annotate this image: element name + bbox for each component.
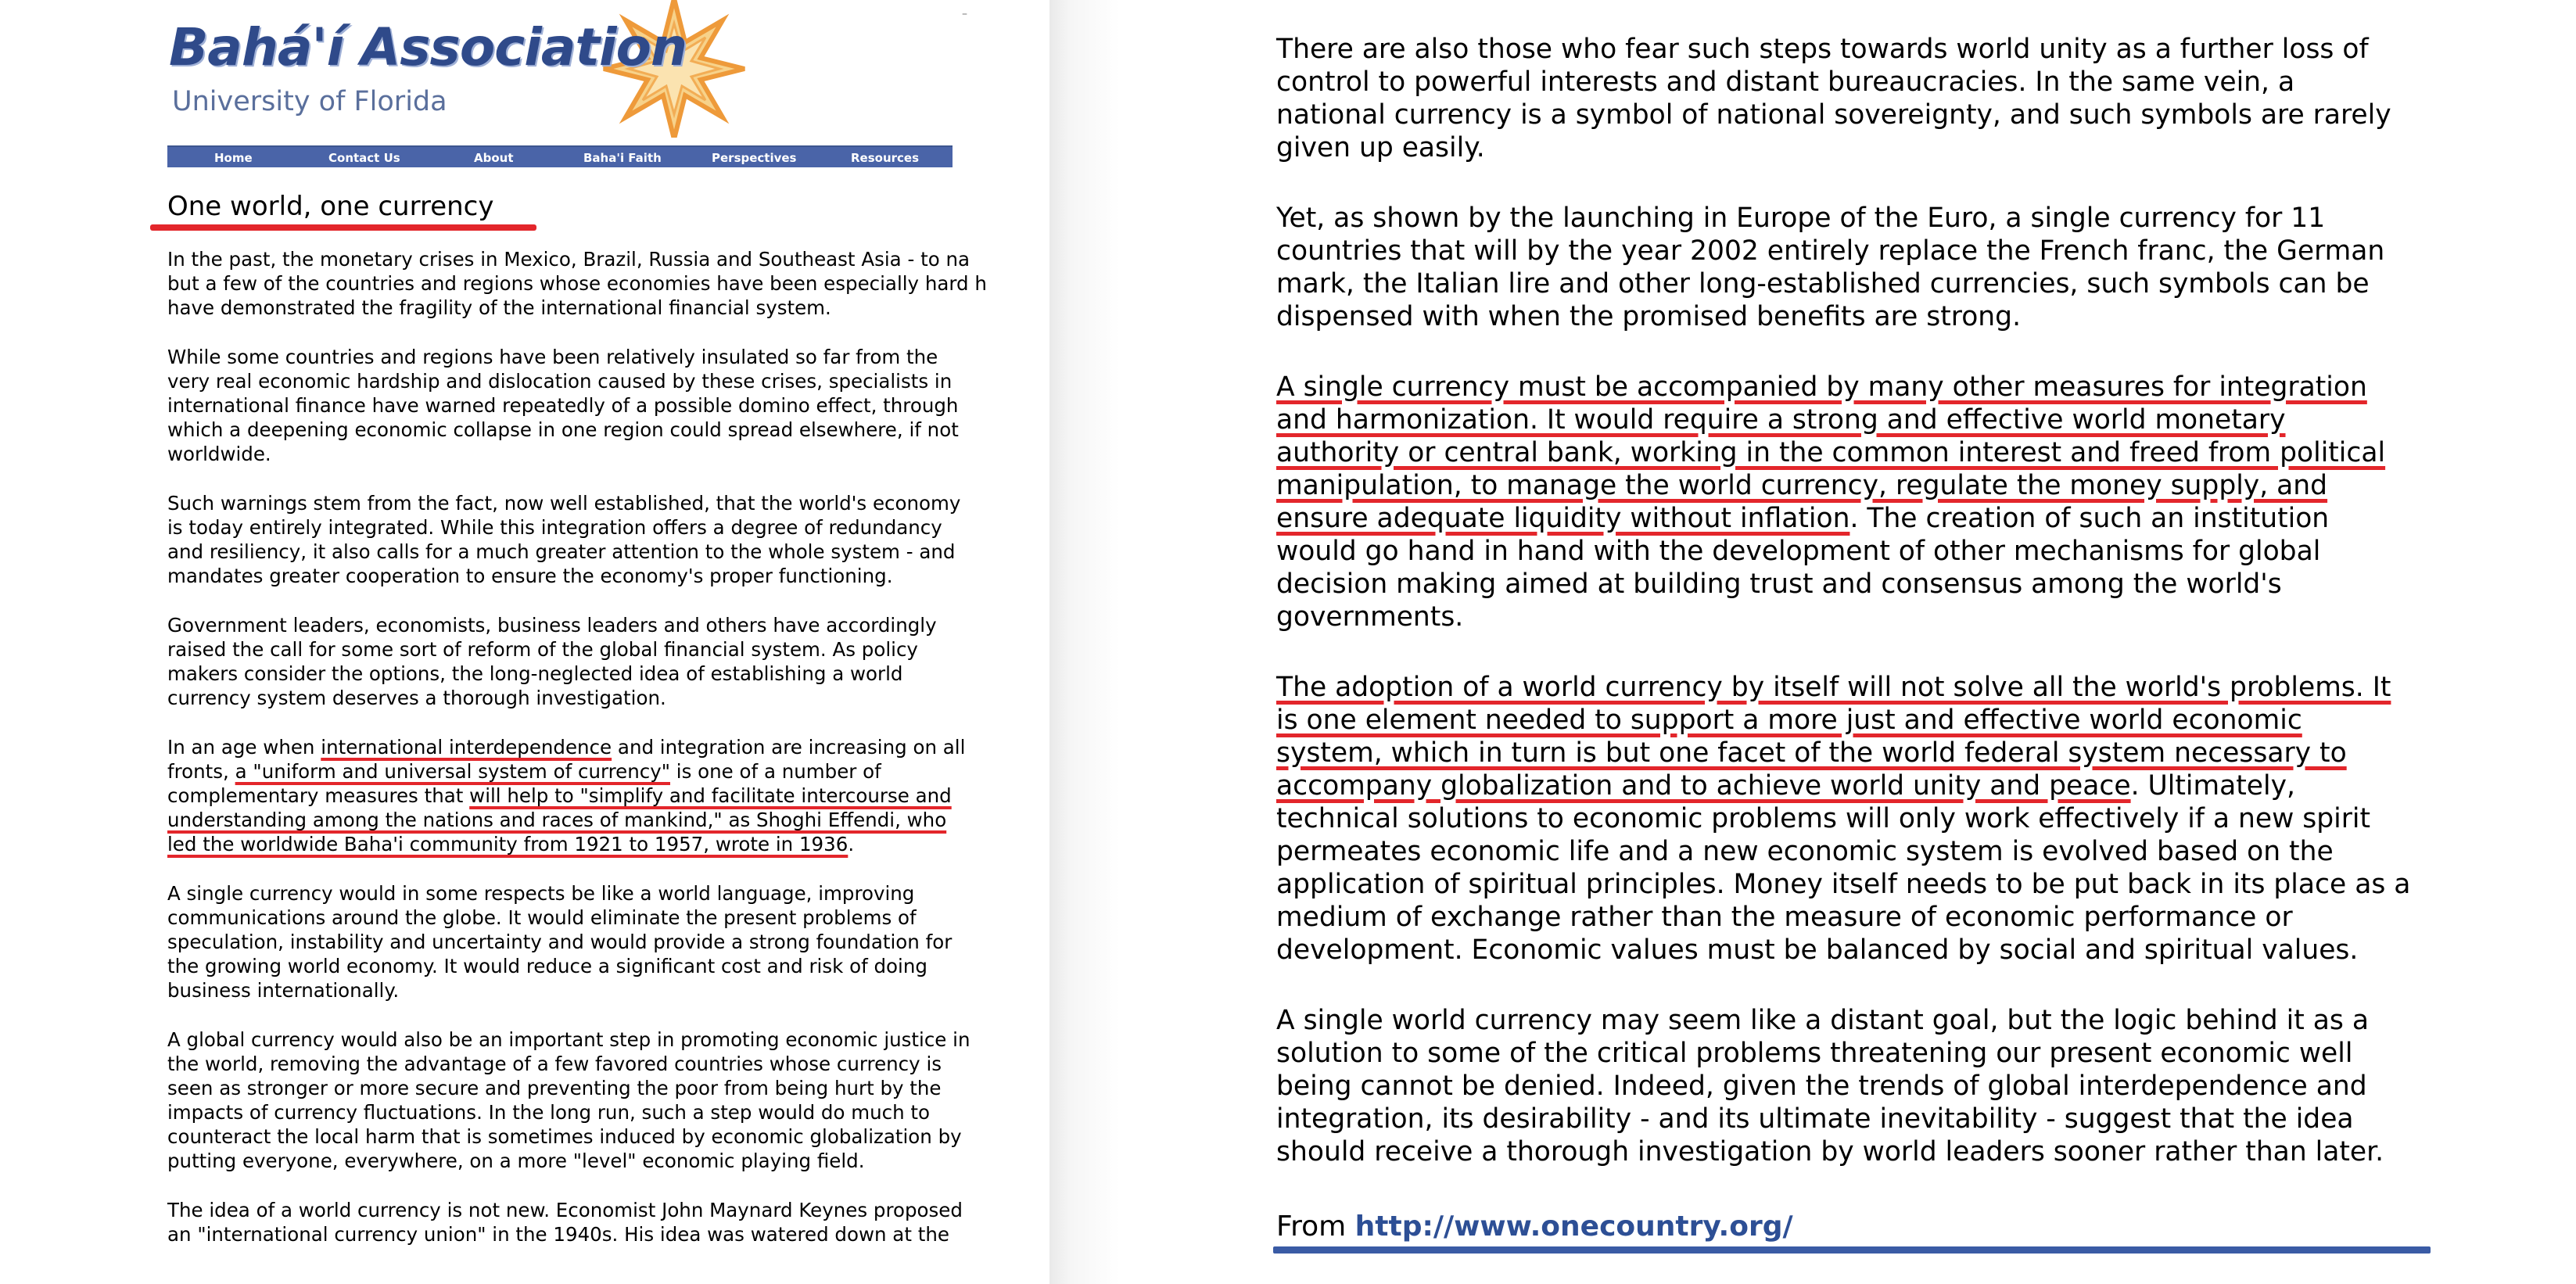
highlighted-text: a "uniform and universal system of currency" <box>235 760 671 783</box>
text-line: Yet, as shown by the launching in Europe of the Euro, a single currency for 11 <box>1276 203 2326 234</box>
right-page <box>1120 0 2576 1284</box>
text-line: business internationally. <box>167 979 400 1002</box>
text-line: have demonstrated the fragility of the international financial system. <box>167 296 831 319</box>
highlighted-text: accompany globalization and to achieve world unity and peace <box>1276 770 2131 802</box>
text-line: governments. <box>1276 601 1464 633</box>
text-line: very real economic hardship and dislocation caused by these crises, specialists in <box>167 370 953 393</box>
paragraph <box>1276 1004 2559 1168</box>
text-line: technical solutions to economic problems will only work effectively if a new spirit <box>1276 803 2371 834</box>
text-line: The idea of a world currency is not new. Economist John Maynard Keynes proposed <box>167 1199 963 1221</box>
text-segment: and integration are increasing on all <box>612 736 966 759</box>
paragraph <box>1276 33 2559 164</box>
text-line <box>167 759 1040 784</box>
text-line: the world, removing the advantage of a few favored countries whose currency is <box>167 1053 942 1075</box>
nav-home[interactable]: Home <box>214 151 253 165</box>
text-line: putting everyone, everywhere, on a more "level" economic playing field. <box>167 1150 865 1172</box>
source-line <box>1276 1210 1793 1243</box>
right-article-body <box>1276 33 2559 1206</box>
text-line: mark, the Italian lire and other long-established currencies, such symbols can be <box>1276 268 2370 299</box>
text-line: raised the call for some sort of reform of the global financial system. As policy <box>167 638 918 661</box>
text-line: mandates greater cooperation to ensure the economy's proper functioning. <box>167 565 893 587</box>
highlighted-text: manipulation, to manage the world currency, regulate the money supply, and <box>1276 470 2328 501</box>
text-line <box>167 784 1040 808</box>
text-line: There are also those who fear such steps towards world unity as a further loss of <box>1276 34 2369 65</box>
text-line: While some countries and regions have been relatively insulated so far from the <box>167 346 938 368</box>
highlighted-text: The adoption of a world currency by itself will not solve all the world's problems. It <box>1276 672 2391 703</box>
text-line: would go hand in hand with the development of other mechanisms for global <box>1276 536 2321 567</box>
text-line: currency system deserves a thorough investigation. <box>167 687 666 709</box>
text-line: given up easily. <box>1276 132 1485 163</box>
source-link[interactable]: http://www.onecountry.org/ <box>1354 1210 1793 1243</box>
paragraph <box>1276 202 2559 333</box>
highlighted-text: A single currency must be accompanied by many other measures for integration <box>1276 371 2367 403</box>
nav-contact-us[interactable]: Contact Us <box>328 151 400 165</box>
text-line: A single currency would in some respects be like a world language, improving <box>167 882 915 905</box>
text-line: should receive a thorough investigation by world leaders sooner rather than later. <box>1276 1136 2384 1167</box>
left-page <box>0 0 1049 1284</box>
paragraph <box>167 247 1040 320</box>
highlighted-text: is one element needed to support a more just and effective world economic <box>1276 705 2302 736</box>
text-line: is today entirely integrated. While this integration offers a degree of redundancy <box>167 516 942 539</box>
highlighted-text: ensure adequate liquidity without inflation <box>1276 503 1850 534</box>
nav-perspectives[interactable]: Perspectives <box>712 151 797 165</box>
text-line: international finance have warned repeatedly of a possible domino effect, through <box>167 394 959 417</box>
paragraph <box>167 1198 1040 1246</box>
text-line: integration, its desirability - and its ultimate inevitability - suggest that the idea <box>1276 1103 2354 1135</box>
text-line: an "international currency union" in the 1940s. His idea was watered down at the <box>167 1223 949 1246</box>
text-segment: is one of a number of <box>670 760 881 783</box>
text-line: countries that will by the year 2002 entirely replace the French franc, the German <box>1276 235 2385 267</box>
text-line: A global currency would also be an important step in promoting economic justice in <box>167 1028 970 1051</box>
text-line: A single world currency may seem like a distant goal, but the logic behind it as a <box>1276 1005 2369 1036</box>
text-segment: . Ultimately, <box>2130 770 2295 802</box>
title-highlight-mark <box>150 224 536 231</box>
text-line: solution to some of the critical problems threatening our present economic well <box>1276 1038 2353 1069</box>
logo-subtitle: University of Florida <box>172 86 447 117</box>
text-line <box>167 832 1040 856</box>
text-line: worldwide. <box>167 443 271 465</box>
text-line: In the past, the monetary crises in Mexico, Brazil, Russia and Southeast Asia - to na <box>167 248 970 271</box>
text-line: makers consider the options, the long-neglected idea of establishing a world <box>167 662 903 685</box>
source-underline-mark <box>1273 1246 2431 1254</box>
highlighted-text: international interdependence <box>321 736 612 759</box>
text-line: medium of exchange rather than the measure of economic performance or <box>1276 902 2293 933</box>
logo-title: Bahá'í Association <box>169 17 687 77</box>
text-line <box>1276 502 2559 535</box>
page-gutter-shadow <box>1049 0 1120 1284</box>
text-line: seen as stronger or more secure and preventing the poor from being hurt by the <box>167 1077 942 1099</box>
text-line: which a deepening economic collapse in one region could spread elsewhere, if not <box>167 418 959 441</box>
paragraph <box>167 345 1040 466</box>
article-title: One world, one currency <box>167 191 494 222</box>
highlighted-text: authority or central bank, working in the common interest and freed from political <box>1276 437 2386 468</box>
site-logo[interactable] <box>167 0 687 141</box>
highlighted-text: led the worldwide Baha'i community from 1921 to 1957, wrote in 1936 <box>167 833 849 855</box>
text-line: speculation, instability and uncertainty and would provide a strong foundation for <box>167 931 953 953</box>
text-line: permeates economic life and a new economic system is evolved based on the <box>1276 836 2334 867</box>
text-line: being cannot be denied. Indeed, given the trends of global interdependence and <box>1276 1071 2367 1102</box>
paragraph <box>167 881 1040 1002</box>
text-line: national currency is a symbol of national sovereignty, and such symbols are rarely <box>1276 99 2391 131</box>
highlighted-text: system, which in turn is but one facet of the world federal system necessary to <box>1276 737 2347 769</box>
highlighted-text: and harmonization. It would require a strong and effective world monetary <box>1276 404 2286 436</box>
text-line: decision making aimed at building trust and consensus among the world's <box>1276 568 2282 600</box>
source-label: From <box>1276 1210 1355 1243</box>
text-segment: In an age when <box>167 736 321 759</box>
text-line: dispensed with when the promised benefits are strong. <box>1276 301 2022 332</box>
text-line: application of spiritual principles. Money itself needs to be put back in its place as a <box>1276 869 2411 900</box>
text-segment: . <box>848 833 855 855</box>
paragraph <box>167 1028 1040 1173</box>
text-line: but a few of the countries and regions whose economies have been especially hard h <box>167 272 987 295</box>
paragraph-highlighted <box>1276 671 2559 967</box>
text-line: Government leaders, economists, business leaders and others have accordingly <box>167 614 937 637</box>
text-line <box>1276 769 2559 802</box>
text-line: impacts of currency fluctuations. In the long run, such a step would do much to <box>167 1101 931 1124</box>
highlighted-text: will help to "simplify and facilitate intercourse and <box>469 784 952 807</box>
text-line <box>167 735 1040 759</box>
text-line: Such warnings stem from the fact, now well established, that the world's economy <box>167 492 961 515</box>
left-article-body <box>167 247 1040 1271</box>
text-line: counteract the local harm that is sometimes induced by economic globalization by <box>167 1125 962 1148</box>
paragraph-highlighted <box>167 735 1040 856</box>
text-segment: . The creation of such an institution <box>1849 503 2330 534</box>
paragraph <box>167 613 1040 710</box>
text-segment: fronts, <box>167 760 235 783</box>
nav-bahai-faith[interactable]: Baha'i Faith <box>583 151 662 165</box>
paragraph-highlighted <box>1276 371 2559 633</box>
nav-resources[interactable]: Resources <box>851 151 920 165</box>
text-segment: complementary measures that <box>167 784 470 807</box>
text-line: communications around the globe. It would eliminate the present problems of <box>167 906 917 929</box>
nav-about[interactable]: About <box>474 151 514 165</box>
nav-bar <box>167 145 953 167</box>
text-line: development. Economic values must be balanced by social and spiritual values. <box>1276 934 2359 966</box>
text-line: control to powerful interests and distant bureaucracies. In the same vein, a <box>1276 66 2295 98</box>
paragraph <box>167 491 1040 588</box>
highlighted-text: understanding among the nations and races of mankind," as Shoghi Effendi, who <box>167 809 947 831</box>
text-line: and resiliency, it also calls for a much greater attention to the whole system - and <box>167 540 956 563</box>
text-line: the growing world economy. It would reduce a significant cost and risk of doing <box>167 955 927 977</box>
corner-mark: – <box>962 8 967 20</box>
